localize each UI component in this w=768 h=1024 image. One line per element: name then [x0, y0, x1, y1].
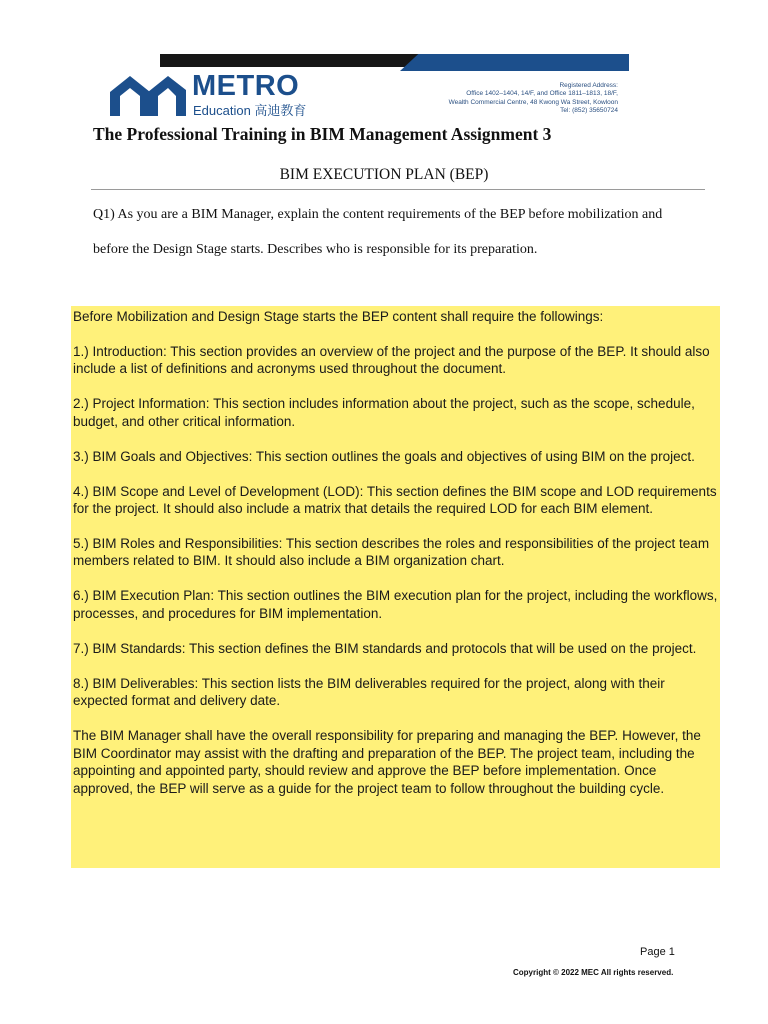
page-number: Page 1 [640, 946, 675, 958]
header-bar-black [160, 54, 430, 67]
answer-paragraph: 2.) Project Information: This section includes information about the project, such as the scope, schedule, budget, and other critical information. [73, 396, 695, 429]
answer-paragraph: 6.) BIM Execution Plan: This section outlines the BIM execution plan for the project, including the workflows, processes, and procedures for BIM implementation. [73, 588, 718, 621]
answer-paragraph: 4.) BIM Scope and Level of Development (LOD): This section defines the BIM scope and LOD requirements for the project. It should also include a matrix that details the required LOD for each BIM element. [73, 483, 717, 517]
answer-paragraph: 7.) BIM Standards: This section defines the BIM standards and protocols that will be used on the project. [73, 640, 697, 656]
answer-paragraph: 8.) BIM Deliverables: This section lists the BIM deliverables required for the project, along with their expected format and delivery date. [73, 675, 665, 709]
document-title: The Professional Training in BIM Management Assignment 3 [93, 124, 552, 144]
answer-paragraph: 1.) Introduction: This section provides an overview of the project and the purpose of the BEP. It should also include a list of definitions and acronyms used throughout the document. [73, 343, 710, 377]
address-line: Tel: (852) 35650724 [560, 107, 618, 115]
logo-wordmark: METRO [192, 70, 300, 102]
answer-paragraph: Before Mobilization and Design Stage starts the BEP content shall require the followings: [73, 309, 604, 324]
header-bar-blue [400, 54, 629, 71]
registered-address [449, 82, 618, 116]
answer-paragraph: 5.) BIM Roles and Responsibilities: This section describes the roles and responsibilities of the project team members related to BIM. It should also include a BIM organization chart. [73, 535, 710, 569]
letterhead [0, 0, 768, 125]
address-line: Office 1402–1404, 14/F, and Office 1811–1813, 18/F, [466, 90, 618, 98]
address-line: Wealth Commercial Centre, 48 Kwong Wa Street, Kowloon [448, 98, 618, 106]
answer-paragraph: 3.) BIM Goals and Objectives: This section outlines the goals and objectives of using BIM on the project. [73, 448, 695, 464]
section-title: BIM EXECUTION PLAN (BEP) [279, 166, 489, 183]
metro-logo-icon [108, 72, 188, 117]
copyright-notice: Copyright © 2022 MEC All rights reserved. [513, 968, 674, 977]
divider [91, 189, 705, 190]
address-line: Registered Address: [559, 82, 618, 89]
logo-subtitle: Education 高迪教育 [193, 103, 307, 118]
answer-paragraph: The BIM Manager shall have the overall responsibility for preparing and managing the BEP. However, the BIM Coordinator may assist with the drafting and preparation of the BEP. The project team, including the appointing and appointed party, should review and approve the BEP before implementation. Once approved, the BEP will serve as a guide for the project team to follow throughout the building cycle. [73, 728, 701, 796]
answer-highlight-block [71, 306, 720, 868]
question-text: Q1) As you are a BIM Manager, explain the content requirements of the BEP before mobilization and before the Design Stage starts. Describes who is responsible for its preparation. [93, 207, 663, 257]
